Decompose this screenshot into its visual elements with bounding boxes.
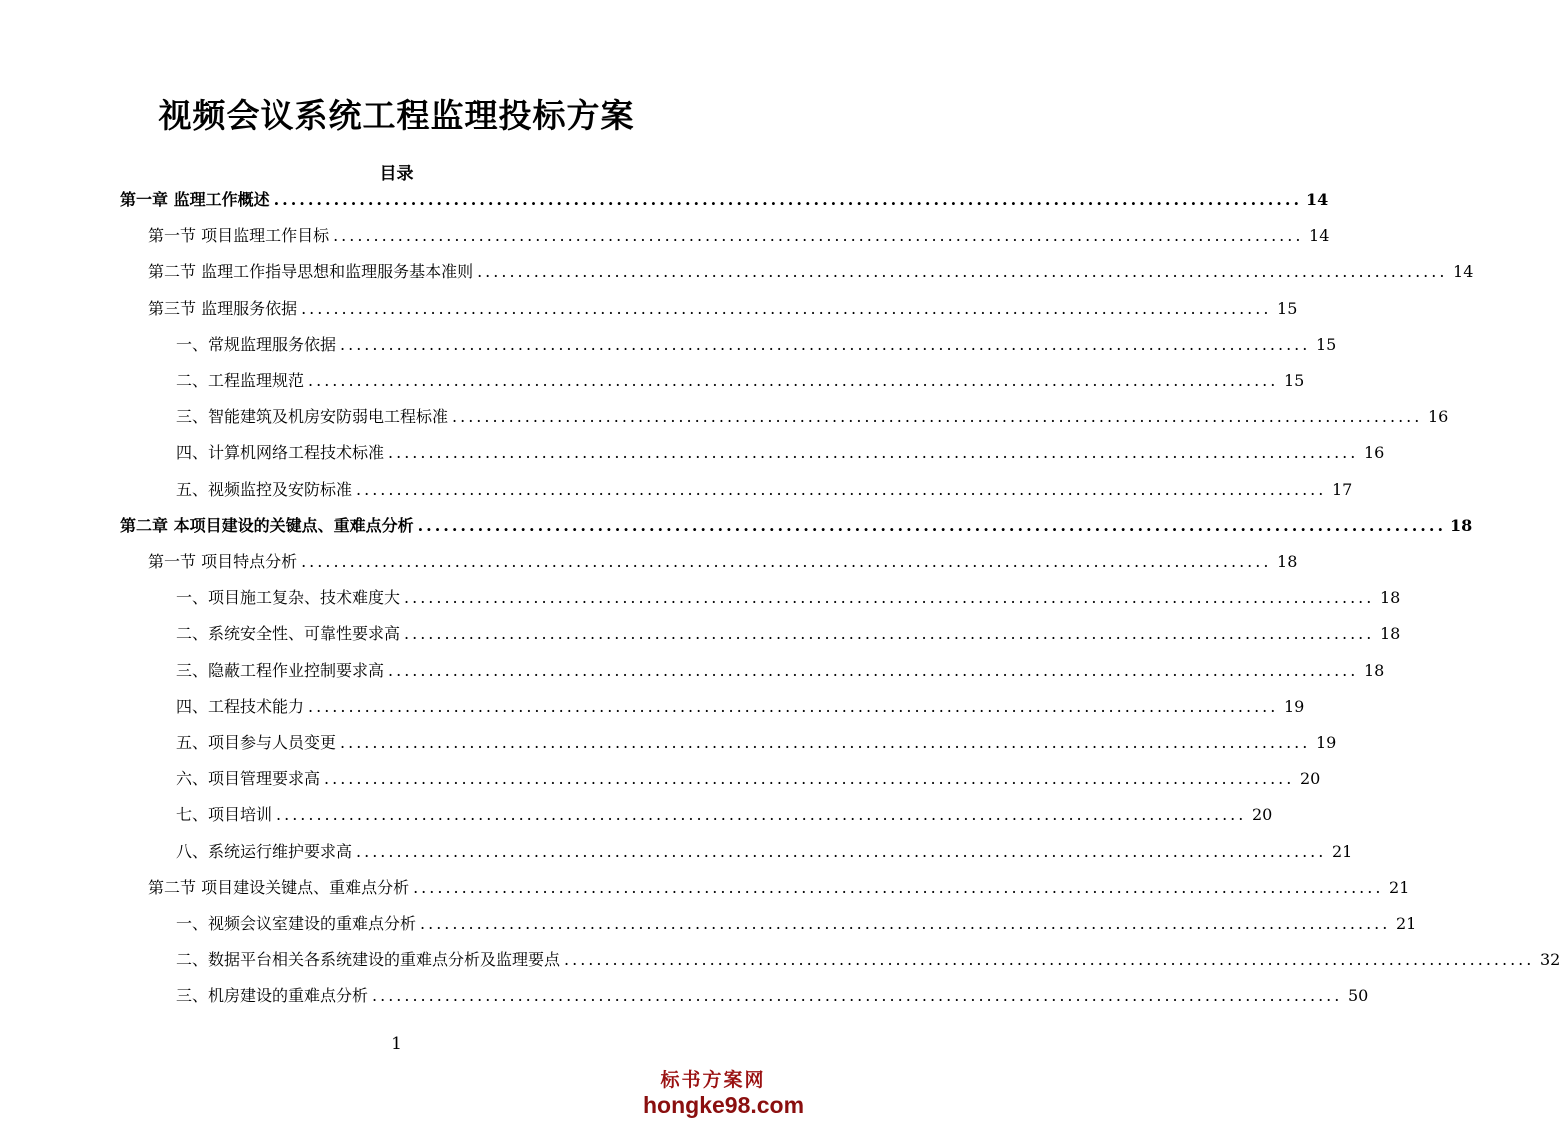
- toc-entry-label: 二、数据平台相关各系统建设的重难点分析及监理要点: [176, 950, 561, 970]
- toc-entry-page: 14: [1453, 262, 1474, 282]
- toc-entry-page: 19: [1283, 696, 1305, 716]
- toc-entry-label: 七、项目培训: [176, 805, 273, 825]
- toc-entry-label: 第二章 本项目建设的关键点、重难点分析: [120, 515, 414, 535]
- toc-leader-dots: ........................................................................................................................: [356, 841, 1327, 861]
- toc-leader-dots: ........................................................................................................................: [333, 226, 1304, 246]
- toc-entry[interactable]: [148, 874, 1410, 902]
- toc-entry-page: 18: [1277, 552, 1298, 571]
- toc-entry[interactable]: [176, 801, 1273, 829]
- toc-leader-dots: ........................................................................................................................: [420, 914, 1391, 933]
- toc-entry[interactable]: [176, 584, 1401, 612]
- toc-leader-dots: ........................................................................................................................: [308, 371, 1279, 390]
- toc-leader-dots: ........................................................................................................................: [324, 769, 1295, 789]
- toc-leader-dots: ........................................................................................................................: [388, 443, 1359, 463]
- toc-entry-label: 第一章 监理工作概述: [120, 190, 270, 209]
- toc-entry-page: 15: [1277, 298, 1298, 318]
- toc-leader-dots: ........................................................................................................................: [404, 624, 1375, 644]
- toc-entry[interactable]: [120, 186, 1329, 214]
- toc-entry-label: 三、隐蔽工程作业控制要求高: [176, 660, 385, 680]
- toc-entry[interactable]: [176, 439, 1385, 467]
- toc-entry-page: 18: [1363, 660, 1385, 680]
- document-title: 视频会议系统工程监理投标方案: [158, 96, 635, 135]
- toc-entry[interactable]: [176, 476, 1353, 504]
- toc-entry-label: 二、系统安全性、可靠性要求高: [176, 624, 401, 644]
- toc-entry-page: 18: [1379, 588, 1401, 608]
- toc-entry-label: 一、常规监理服务依据: [176, 334, 337, 354]
- toc-entry-page: 16: [1363, 443, 1385, 463]
- toc-entry-page: 21: [1389, 877, 1410, 897]
- toc-leader-dots: ........................................................................................................................: [273, 190, 1303, 209]
- toc-leader-dots: ........................................................................................................................: [301, 552, 1272, 571]
- toc-leader-dots: ........................................................................................................................: [372, 986, 1343, 1006]
- toc-leader-dots: ........................................................................................................................: [340, 733, 1311, 752]
- toc-entry-label: 第一节 项目特点分析: [148, 552, 298, 571]
- toc-entry[interactable]: [176, 982, 1369, 1010]
- toc-entry-page: 16: [1427, 407, 1449, 427]
- toc-entry[interactable]: [176, 620, 1401, 648]
- toc-entry-label: 八、系统运行维护要求高: [176, 841, 353, 861]
- toc-entry-label: 六、项目管理要求高: [176, 769, 321, 789]
- toc-leader-dots: ........................................................................................................................: [477, 262, 1448, 282]
- toc-entry-page: 50: [1347, 986, 1369, 1006]
- toc-entry-label: 五、项目参与人员变更: [176, 733, 337, 752]
- toc-leader-dots: ........................................................................................................................: [308, 696, 1279, 716]
- toc-entry-label: 第三节 监理服务依据: [148, 298, 298, 318]
- toc-entry-label: 五、视频监控及安防标准: [176, 479, 353, 499]
- toc-entry-page: 21: [1331, 841, 1353, 861]
- watermark-url: hongke98.com: [643, 1092, 805, 1118]
- toc-entry-label: 第二节 项目建设关键点、重难点分析: [148, 877, 410, 897]
- toc-leader-dots: ........................................................................................................................: [340, 334, 1311, 354]
- toc-entry-page: 17: [1331, 479, 1353, 499]
- toc-leader-dots: ........................................................................................................................: [276, 805, 1247, 825]
- toc-leader-dots: ........................................................................................................................: [417, 515, 1447, 535]
- toc-entry-page: 18: [1379, 624, 1401, 644]
- toc-entry[interactable]: [176, 946, 1560, 974]
- toc-entry-label: 一、项目施工复杂、技术难度大: [176, 588, 401, 608]
- toc-entry-label: 三、机房建设的重难点分析: [176, 986, 369, 1006]
- toc-entry-page: 19: [1315, 733, 1337, 752]
- toc-entry[interactable]: [176, 657, 1385, 685]
- toc-leader-dots: ........................................................................................................................: [388, 660, 1359, 680]
- toc-entry[interactable]: [148, 258, 1474, 286]
- toc-entry[interactable]: [176, 403, 1449, 431]
- toc-entry-label: 四、计算机网络工程技术标准: [176, 443, 385, 463]
- toc-entry[interactable]: [176, 910, 1417, 938]
- toc-entry-label: 一、视频会议室建设的重难点分析: [176, 914, 417, 933]
- page-number: 1: [391, 1034, 402, 1054]
- toc-entry-label: 四、工程技术能力: [176, 696, 305, 716]
- watermark-logo: [643, 1068, 805, 1118]
- toc-entry[interactable]: [148, 295, 1298, 323]
- toc-entry-label: 第二节 监理工作指导思想和监理服务基本准则: [148, 262, 474, 282]
- toc-entry[interactable]: [120, 512, 1473, 540]
- toc-entry-label: 三、智能建筑及机房安防弱电工程标准: [176, 407, 449, 427]
- toc-entry-page: 21: [1395, 914, 1417, 933]
- toc-entry-label: 二、工程监理规范: [176, 371, 305, 390]
- toc-entry[interactable]: [176, 367, 1305, 395]
- toc-entry[interactable]: [176, 838, 1353, 866]
- toc-entry-page: 14: [1309, 226, 1330, 246]
- toc-entry[interactable]: [176, 729, 1337, 757]
- toc-entry-label: 第一节 项目监理工作目标: [148, 226, 330, 246]
- toc-entry-page: 18: [1450, 515, 1473, 535]
- watermark-name: 标书方案网: [660, 1069, 766, 1091]
- toc-entry-page: 32: [1539, 950, 1560, 970]
- toc-entry[interactable]: [176, 765, 1321, 793]
- toc-entry[interactable]: [176, 331, 1337, 359]
- toc-entry-page: 20: [1299, 769, 1321, 789]
- toc-entry-page: 14: [1306, 190, 1329, 209]
- toc-entry-page: 20: [1251, 805, 1273, 825]
- toc-leader-dots: ........................................................................................................................: [404, 588, 1375, 608]
- toc-entry[interactable]: [148, 222, 1330, 250]
- toc-entry[interactable]: [148, 548, 1298, 576]
- toc-leader-dots: ........................................................................................................................: [452, 407, 1423, 427]
- toc-leader-dots: ........................................................................................................................: [356, 479, 1327, 499]
- toc-leader-dots: ........................................................................................................................: [301, 298, 1272, 318]
- toc-heading: 目录: [379, 164, 414, 184]
- toc-entry-page: 15: [1315, 334, 1337, 354]
- toc-leader-dots: ........................................................................................................................: [413, 877, 1384, 897]
- toc-entry-page: 15: [1283, 371, 1305, 390]
- toc-entry[interactable]: [176, 693, 1305, 721]
- toc-leader-dots: ........................................................................................................................: [564, 950, 1535, 970]
